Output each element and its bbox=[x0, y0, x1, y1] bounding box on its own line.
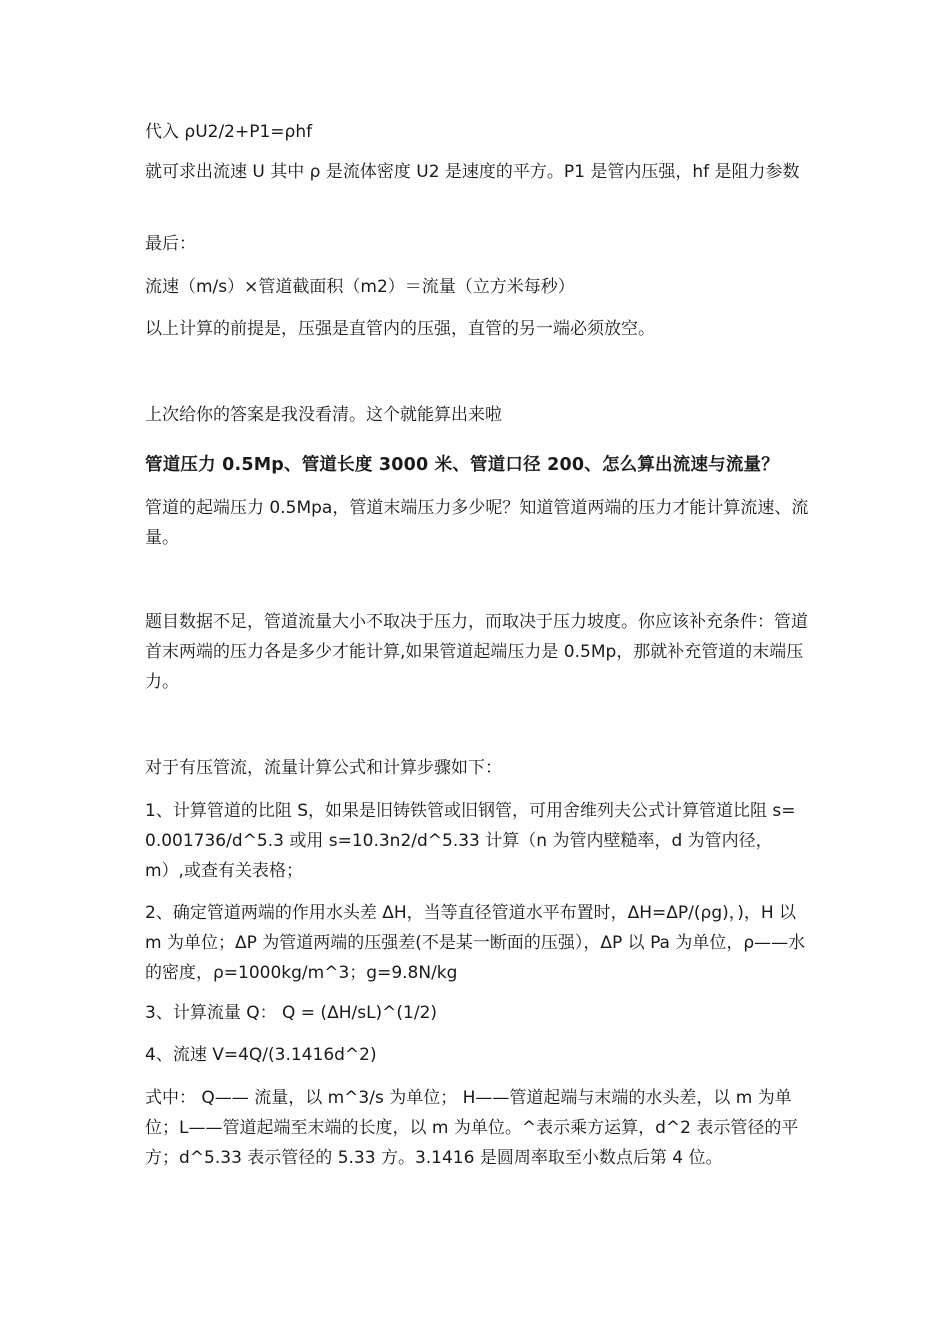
step-3: 3、计算流量 Q： Q = (ΔH/sL)^(1/2) bbox=[145, 1003, 438, 1023]
step-2: 2、确定管道两端的作用水头差 ΔH，当等直径管道水平布置时，ΔH=ΔP/(ρg)，)，H 以 m 为单位；ΔP 为管道两端的压强差(不是某一断面的压强），ΔP 以 Pa 为单位，ρ——水的密度，ρ=1000kg/m^3；g=9.8N/kg bbox=[145, 903, 806, 983]
step-1: 1、计算管道的比阻 S，如果是旧铸铁管或旧钢管，可用舍维列夫公式计算管道比阻 s=0.001736/d^5.3 或用 s=10.3n2/d^5.33 计算（n 为管内壁糙率，d 为管内径，m）,或查有关表格； bbox=[145, 801, 796, 881]
closing-remark: 上次给你的答案是我没看清。这个就能算出来啦 bbox=[145, 405, 502, 425]
velocity-explanation: 就可求出流速 U 其中 ρ 是流体密度 U2 是速度的平方。P1 是管内压强，hf 是阻力参数 bbox=[145, 162, 800, 182]
answer-paragraph-2: 题目数据不足，管道流量大小不取决于压力，而取决于压力坡度。你应该补充条件：管道首末两端的压力各是多少才能计算,如果管道起端压力是 0.5Mp，那就补充管道的末端压力。 bbox=[145, 612, 808, 692]
finally-label: 最后： bbox=[145, 234, 196, 254]
formula-line: 代入 ρU2/2+P1=ρhf bbox=[145, 122, 313, 142]
premise-note: 以上计算的前提是，压强是直管内的压强，直管的另一端必须放空。 bbox=[145, 319, 655, 339]
answer-paragraph-1: 管道的起端压力 0.5Mpa，管道末端压力多少呢？知道管道两端的压力才能计算流速、流量。 bbox=[145, 498, 809, 548]
step-4: 4、流速 V=4Q/(3.1416d^2) bbox=[145, 1045, 377, 1065]
question-heading: 管道压力 0.5Mp、管道长度 3000 米、管道口径 200、怎么算出流速与流量？ bbox=[145, 455, 779, 475]
steps-intro: 对于有压管流，流量计算公式和计算步骤如下： bbox=[145, 758, 502, 778]
flow-formula: 流速（m/s）×管道截面积（m2）＝流量（立方米每秒） bbox=[145, 277, 575, 297]
legend-paragraph: 式中： Q—— 流量，以 m^3/s 为单位； H——管道起端与末端的水头差，以 m 为单位；L——管道起端至末端的长度，以 m 为单位。^表示乘方运算，d^2 表示管径的平方；d^5.33 表示管径的 5.33 方。3.1416 是圆周率取至小数点后第 4 位。 bbox=[145, 1088, 799, 1168]
